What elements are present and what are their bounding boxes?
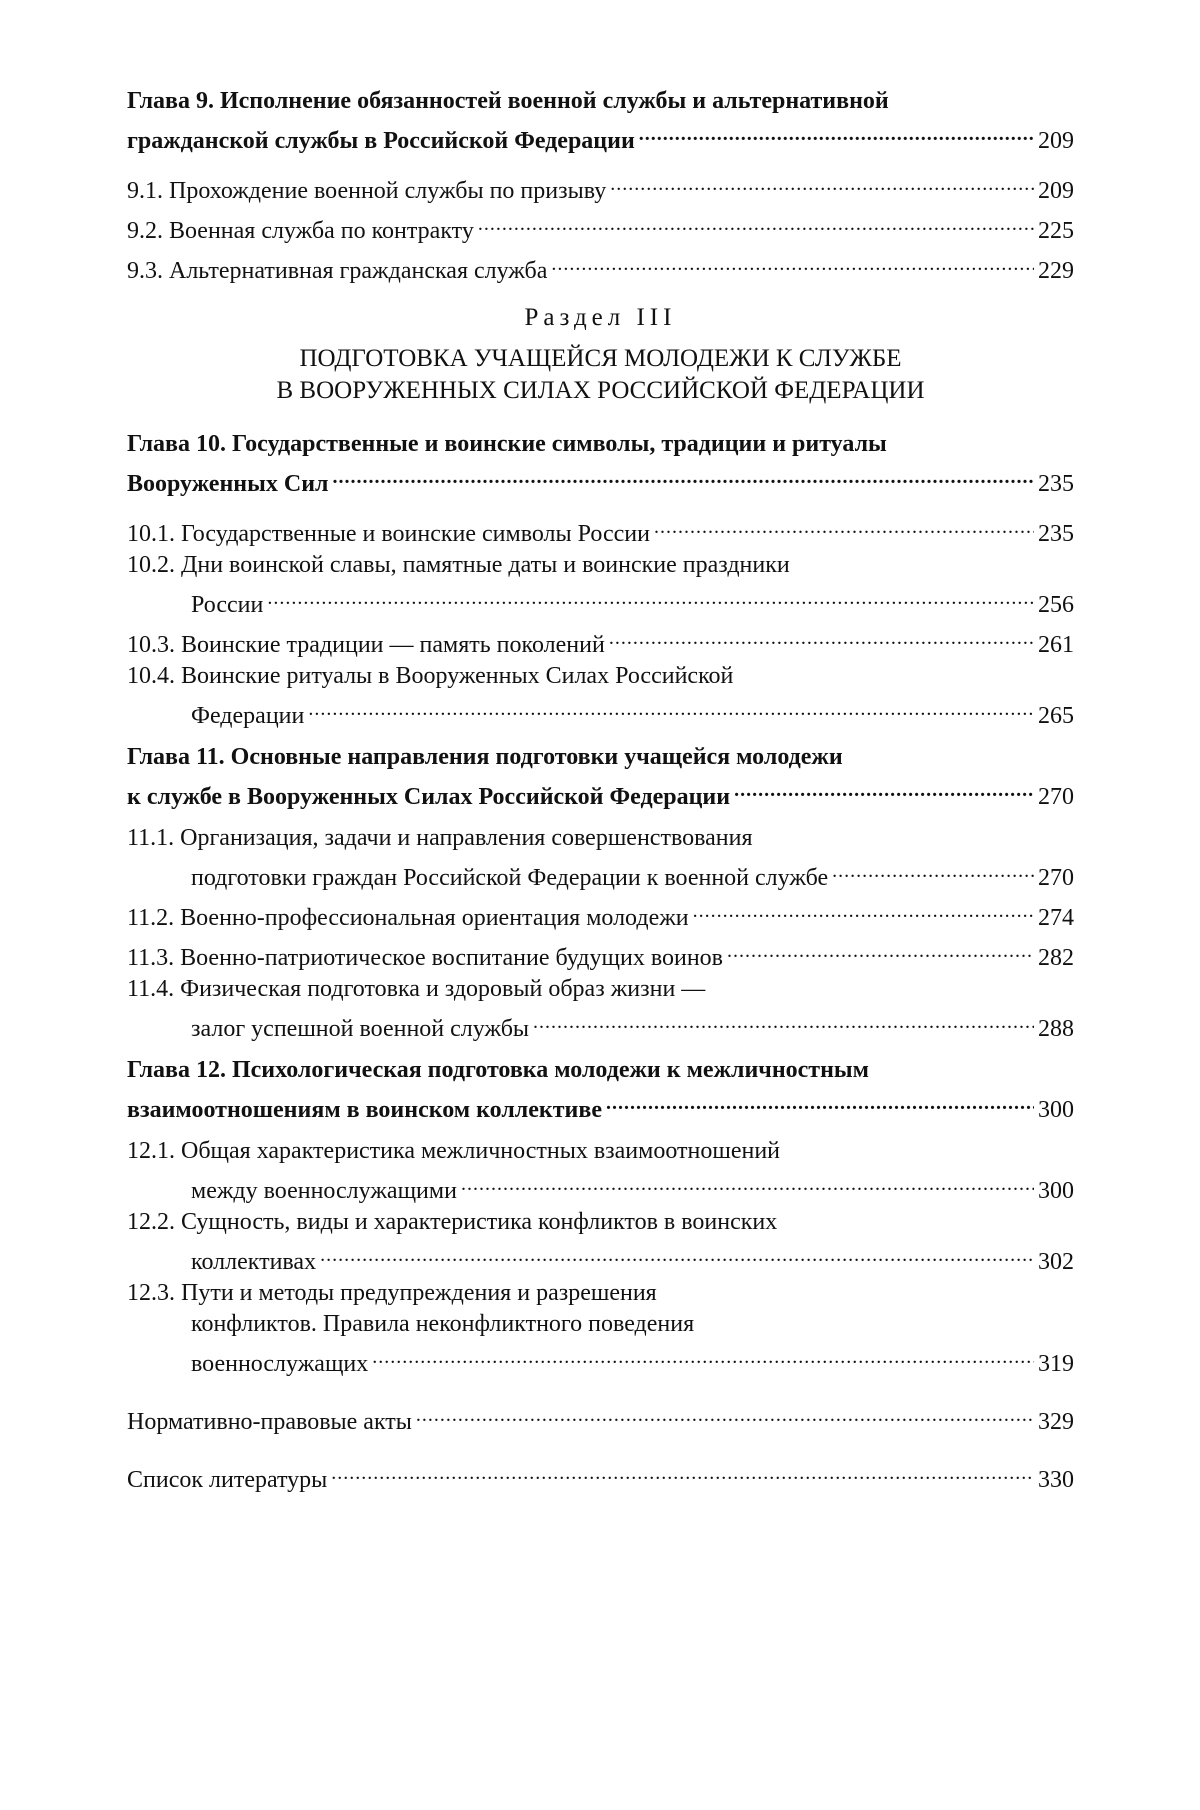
page-number: 274 xyxy=(1038,905,1074,931)
leader-dots xyxy=(639,117,1034,148)
toc-item-10-2-line1[interactable]: 10.2. Дни воинской славы, памятные даты и воинские праздники xyxy=(127,552,790,578)
toc-item-label: 11.2. Военно-профессиональная ориентация молодежи xyxy=(127,905,689,931)
toc-item-12-2[interactable] xyxy=(127,1238,1074,1278)
page-number: 329 xyxy=(1038,1409,1074,1435)
leader-dots xyxy=(606,1086,1034,1117)
chapter-11-entry[interactable] xyxy=(127,773,1074,813)
toc-item-label: залог успешной военной службы xyxy=(191,1016,530,1042)
leader-dots xyxy=(461,1167,1034,1198)
chapter-11-title-line2: к службе в Вооруженных Силах Российской Федерации xyxy=(127,784,731,810)
toc-item-9-3[interactable] xyxy=(127,247,1074,287)
leader-dots xyxy=(693,894,1034,925)
toc-item-label: России xyxy=(191,592,264,618)
leader-dots xyxy=(416,1398,1034,1429)
toc-item-label: Федерации xyxy=(191,703,305,729)
leader-dots xyxy=(654,510,1034,541)
chapter-9-title-line1: Глава 9. Исполнение обязанностей военной службы и альтернативной xyxy=(127,88,889,114)
toc-item-label: 9.3. Альтернативная гражданская служба xyxy=(127,258,548,284)
leader-dots xyxy=(320,1238,1034,1269)
leader-dots xyxy=(267,581,1034,612)
leader-dots xyxy=(551,247,1034,278)
page-number: 319 xyxy=(1038,1351,1074,1377)
toc-item-label: военнослужащих xyxy=(191,1351,369,1377)
leader-dots xyxy=(832,854,1034,885)
section-title-line1: ПОДГОТОВКА УЧАЩЕЙСЯ МОЛОДЕЖИ К СЛУЖБЕ xyxy=(299,345,902,372)
toc-item-11-1-line1[interactable]: 11.1. Организация, задачи и направления совершенствования xyxy=(127,825,753,851)
leader-dots xyxy=(332,460,1034,491)
toc-item-label: 9.2. Военная служба по контракту xyxy=(127,218,474,244)
toc-item-literature[interactable] xyxy=(127,1456,1074,1496)
toc-item-10-4[interactable] xyxy=(127,692,1074,732)
toc-item-label: 10.3. Воинские традиции — память поколений xyxy=(127,632,605,658)
chapter-11-title-line1: Глава 11. Основные направления подготовки учащейся молодежи xyxy=(127,744,843,770)
toc-item-9-2[interactable] xyxy=(127,207,1074,247)
page-number: 235 xyxy=(1038,521,1074,547)
table-of-contents xyxy=(127,86,1074,1496)
toc-item-label: Список литературы xyxy=(127,1467,328,1493)
toc-item-12-2-line1[interactable]: 12.2. Сущность, виды и характеристика конфликтов в воинских xyxy=(127,1209,778,1235)
toc-item-label: 9.1. Прохождение военной службы по призыву xyxy=(127,178,607,204)
leader-dots xyxy=(331,1456,1034,1487)
toc-item-12-3-line1[interactable]: 12.3. Пути и методы предупреждения и разрешения xyxy=(127,1280,657,1306)
toc-item-12-3[interactable] xyxy=(127,1340,1074,1380)
section-label: Раздел III xyxy=(524,304,677,331)
chapter-10-title-line2: Вооруженных Сил xyxy=(127,471,329,497)
leader-dots xyxy=(727,934,1034,965)
chapter-10-title-line1: Глава 10. Государственные и воинские символы, традиции и ритуалы xyxy=(127,431,887,457)
chapter-10-entry[interactable] xyxy=(127,460,1074,500)
toc-item-11-2[interactable] xyxy=(127,894,1074,934)
chapter-12-entry[interactable] xyxy=(127,1086,1074,1126)
toc-item-acts[interactable] xyxy=(127,1398,1074,1438)
toc-item-label: коллективах xyxy=(191,1249,317,1275)
page-number: 288 xyxy=(1038,1016,1074,1042)
page-number: 261 xyxy=(1038,632,1074,658)
leader-dots xyxy=(372,1340,1034,1371)
page-number: 265 xyxy=(1038,703,1074,729)
toc-item-12-1[interactable] xyxy=(127,1167,1074,1207)
page-number: 302 xyxy=(1038,1249,1074,1275)
toc-item-11-3[interactable] xyxy=(127,934,1074,974)
toc-item-10-2[interactable] xyxy=(127,581,1074,621)
chapter-12-title-line2: взаимоотношениям в воинском коллективе xyxy=(127,1097,602,1123)
leader-dots xyxy=(609,621,1034,652)
toc-item-label: 10.1. Государственные и воинские символы России xyxy=(127,521,650,547)
toc-item-9-1[interactable] xyxy=(127,167,1074,207)
leader-dots xyxy=(308,692,1034,723)
page-number: 209 xyxy=(1038,178,1074,204)
page-number: 229 xyxy=(1038,258,1074,284)
toc-item-12-3-line2[interactable]: конфликтов. Правила неконфликтного поведения xyxy=(191,1311,695,1337)
page-number: 225 xyxy=(1038,218,1074,244)
page-number: 256 xyxy=(1038,592,1074,618)
toc-item-label: Нормативно-правовые акты xyxy=(127,1409,412,1435)
page-number: 270 xyxy=(1038,784,1074,810)
toc-item-label: 11.3. Военно-патриотическое воспитание будущих воинов xyxy=(127,945,724,971)
chapter-9-entry[interactable] xyxy=(127,117,1074,157)
page-number: 300 xyxy=(1038,1097,1074,1123)
page-number: 235 xyxy=(1038,471,1074,497)
page-number: 330 xyxy=(1038,1467,1074,1493)
toc-item-11-1[interactable] xyxy=(127,854,1074,894)
leader-dots xyxy=(734,773,1034,804)
chapter-12-title-line1: Глава 12. Психологическая подготовка молодежи к межличностным xyxy=(127,1057,869,1083)
toc-item-11-4[interactable] xyxy=(127,1005,1074,1045)
page-number: 270 xyxy=(1038,865,1074,891)
toc-item-10-4-line1[interactable]: 10.4. Воинские ритуалы в Вооруженных Силах Российской xyxy=(127,663,734,689)
section-header xyxy=(127,301,1074,335)
section-title-line2: В ВООРУЖЕННЫХ СИЛАХ РОССИЙСКОЙ ФЕДЕРАЦИИ xyxy=(276,377,925,404)
leader-dots xyxy=(610,167,1034,198)
chapter-9-title-line2: гражданской службы в Российской Федерации xyxy=(127,128,635,154)
toc-item-label: подготовки граждан Российской Федерации к военной службе xyxy=(191,865,829,891)
toc-item-10-3[interactable] xyxy=(127,621,1074,661)
leader-dots xyxy=(478,207,1034,238)
page-number: 209 xyxy=(1038,128,1074,154)
page-number: 282 xyxy=(1038,945,1074,971)
page-number: 300 xyxy=(1038,1178,1074,1204)
leader-dots xyxy=(533,1005,1034,1036)
toc-item-label: между военнослужащими xyxy=(191,1178,457,1204)
toc-item-10-1[interactable] xyxy=(127,510,1074,550)
toc-item-12-1-line1[interactable]: 12.1. Общая характеристика межличностных взаимоотношений xyxy=(127,1138,781,1164)
toc-item-11-4-line1[interactable]: 11.4. Физическая подготовка и здоровый образ жизни — xyxy=(127,976,706,1002)
